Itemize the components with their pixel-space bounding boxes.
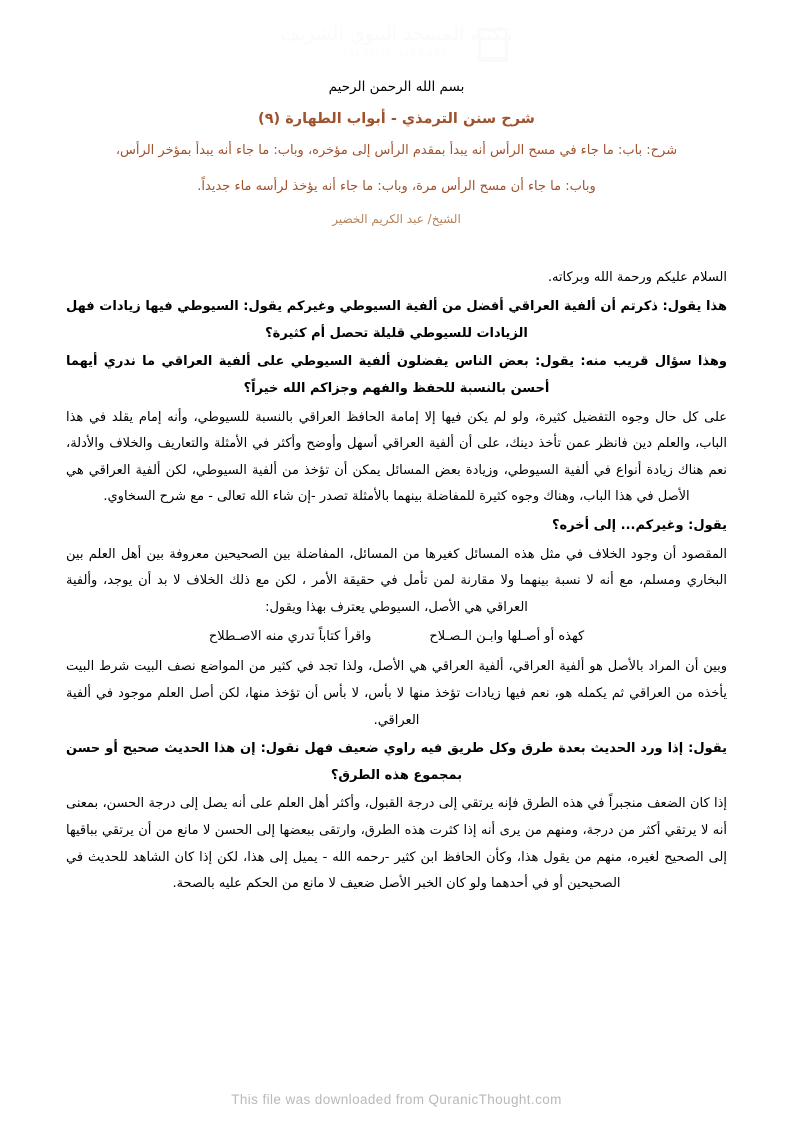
answer-paragraph-3: وبين أن المراد بالأصل هو ألفية العراقي، ألفية العراقي هي الأصل، ولذا تجد في كثير من المواضع نصف البيت شرط البيت يأخذه من العراقي ثم يكمله هو، نعم فيها زيادات تؤخذ منها لا بأس، لا بأس أن تؤخذ منها، لكن أصل العلم موجود في ألفية العراقي. [66,659,727,728]
watermark-english-text: ISLAMIC LIBRARY [343,48,450,59]
download-source-footer: This file was downloaded from QuranicThought.com [231,1092,562,1107]
answer-paragraph-2: المقصود أن وجود الخلاف في مثل هذه المسائل كغيرها من المسائل، المفاضلة بين الصحيحين معروفة بين أهل العلم بين البخاري ومسلم، مع أنه لا نسبة بينهما ولا مقارنة لمن تأمل في حقيقة الأمر ، لكن مع ذلك الخلاف لا بد أن يوجد، وألفية العراقي هي الأصل، السيوطي يعترف بهذا ويقول: [66,546,727,615]
author-name: الشيخ/ عبد الكريم الخضير [332,212,461,226]
watermark-arabic-text: مكتبة المسجد النبوي الشريف [280,23,513,45]
poetry-verse-line [66,624,727,651]
question-paragraph-4: يقول: إذا ورد الحديث بعدة طرق وكل طريق فيه راوي ضعيف فهل نقول: إن هذا الحديث صحيح أو حسن بمجموع هذه الطرق؟ [66,741,727,783]
question-paragraph-3: يقول: وغيركم... إلى أخره؟ [552,518,727,534]
answer-paragraph-1: على كل حال وجوه التفضيل كثيرة، ولو لم يكن فيها إلا إمامة الحافظ العراقي بالنسبة للسيوطي، وأنه إمام يقلد في هذا الباب، والعلم دين فانظر عمن تأخذ دينك، على أن ألفية العراقي أسهل وأوضح وأكثر في الأمثلة والتعاريف والخلاف والأدلة، نعم هناك زيادة أنواع في ألفية السيوطي، وزيادة بعض المسائل يمكن أن تؤخذ من ألفية السيوطي، لكن ألفية العراقي هي الأصل في هذا الباب، وهناك وجوه كثيرة للمفاضلة بينهما بالأمثلة تصدر -إن شاء الله تعالى - مع شرح السخاوي. [66,409,727,505]
page-title: شرح سنن الترمذي - أبواب الطهارة (٩) [258,110,535,127]
question-paragraph-2: وهذا سؤال قريب منه: يقول: بعض الناس يفضلون ألفية السيوطي على ألفية العراقي ما ندري أيهما أحسن بالنسبة للحفظ والفهم وجزاكم الله خيراً؟ [66,354,727,396]
basmala-line: بسم الله الرحمن الرحيم [328,79,465,95]
verse-hemistich-first: كهذه أو أصـلها وابـن الـصـلاح [429,628,585,644]
question-paragraph-1: هذا يقول: ذكرتم أن ألفية العراقي أفضل من ألفية السيوطي وغيركم يقول: السيوطي فيها زيادات فهل الزيادات للسيوطي قليلة تحصل أم كثيرة؟ [66,298,727,341]
header-body-spacer [66,231,727,265]
answer-paragraph-4: إذا كان الضعف منجبراً في هذه الطرق فإنه يرتقي إلى درجة القبول، وأكثر أهل العلم على أنه يصل إلى درجة الحسن، بمعنى أنه لا يرتقي أكثر من درجة، ومنهم من يرى أنه إذا كثرت هذه الطرق، وارتقى ببعضها إلى الحسن لا مانع من أن يرتقي بباقيها إلى الصحيح لغيره، منهم من يقول هذا، وكأن الحافظ ابن كثير -رحمه الله - يميل إلى هذا، لكن إذا كان الشاهد للحديث في الصحيحين أو في أحدهما ولو كان الخبر الأصل ضعيف لا مانع من الحكم عليه بالصحة. [66,796,727,892]
greeting-line: السلام عليكم ورحمة الله وبركاته. [547,269,727,285]
document-subtitle-line-2: وباب: ما جاء أن مسح الرأس مرة، وباب: ما جاء أنه يؤخذ لرأسه ماء جديداً. [197,178,596,194]
verse-hemistich-second: واقرأ كتاباً تدري منه الاصـطلاح [208,628,372,644]
document-subtitle-line-1: شرح: باب: ما جاء في مسح الرأس أنه يبدأ بمقدم الرأس إلى مؤخره، وباب: ما جاء أنه يبدأ بمؤخر الرأس، [115,143,678,159]
